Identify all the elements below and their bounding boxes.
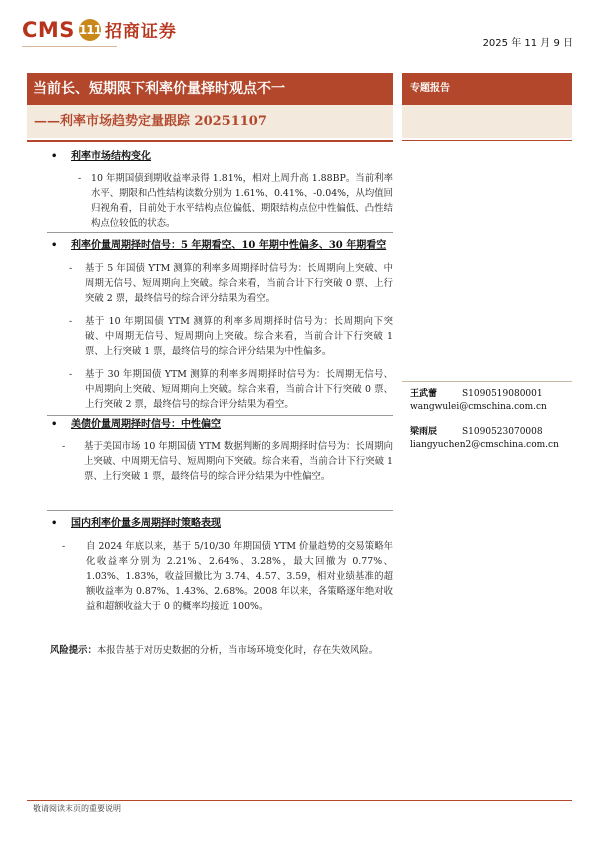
risk-warning [50,643,393,659]
list-item: - 基于 10 年期国债 YTM 测算的利率多周期择时信号为：长周期向下突破、中周期无信号、短周期向上突破。综合来看，当前合计下行突破 1 票、上行突破 1 票，最终信号的综合评分结果为中性偏多。 [69,316,393,357]
author-row [410,388,570,401]
list-item: - 基于 5 年国债 YTM 测算的利率多周期择时信号为：长周期向上突破、中周期无信号、短周期向上突破。综合来看，当前合计下行突破 0 票、上行突破 2 票，最终信号的综合评分结果为看空。 [69,263,393,304]
bullet-icon: • [51,240,58,251]
author-name: 王武蕾 [410,389,438,399]
side-divider [402,140,572,141]
bullet-icon: • [51,419,58,430]
author-block [410,388,570,464]
author-email[interactable]: liangyuchen2@cmschina.com.cn [410,440,559,450]
author-name: 梁雨辰 [410,427,438,437]
report-type: 专题报告 [402,73,572,105]
section-cn-timing [27,239,393,412]
report-title: 当前长、短期限下利率价量择时观点不一 [27,73,393,105]
logo-cn: 招商证券 [104,22,177,42]
section-heading: • 国内利率价量多周期择时策略表现 [51,518,221,529]
report-date: 2025 年 11 月 9 日 [482,38,573,49]
section-divider [47,232,393,233]
title-divider [27,140,393,142]
author-divider [402,381,572,382]
footer-divider [27,800,572,801]
bullet-icon: • [51,518,58,529]
report-subtitle: ——利率市场趋势定量跟踪 20251107 [27,105,393,138]
logo-badge-icon: 111 [79,19,101,41]
risk-text: 本报告基于对历史数据的分析，当市场环境变化时，存在失效风险。 [96,645,379,656]
logo-en: CMS [22,17,75,42]
section-divider [47,415,393,416]
logo-divider [22,46,117,47]
list-item: - 基于 30 年期国债 YTM 测算的利率多周期择时信号为：长周期无信号、中周期向上突破、短周期向上突破。综合来看，当前合计下行突破 0 票、上行突破 2 票，最终信号的综合评分结果为看空。 [69,369,393,410]
section-us-timing [27,418,393,484]
section-heading: • 利率市场结构变化 [51,151,151,162]
list-item: - 10 年期国债到期收益率录得 1.81%，相对上周升高 1.88BP。当前利率水平、期限和凸性结构读数分别为 1.61%、0.41%、-0.04%，从均值回归视角看，目前处于水平结构点位偏低、期限结构点位中性偏低、凸性结构点位较低的状态。 [78,173,393,229]
author-email[interactable]: wangwulei@cmschina.com.cn [410,402,547,412]
section-market-structure [27,150,393,231]
author-row [410,426,570,439]
section-heading: • 利率价量周期择时信号：5 年期看空、10 年期中性偏多、30 年期看空 [51,240,387,251]
section-divider [47,510,393,511]
company-logo [22,17,177,42]
section-strategy [27,517,393,614]
author-id: S1090523070008 [462,427,543,437]
list-item: - 基于美国市场 10 年期国债 YTM 数据判断的多周期择时信号为：长周期向上突破、中周期无信号、短周期向下突破。综合来看，当前合计下行突破 1 票、上行突破 1 票，最终信号的综合评分结果为中性偏空。 [62,441,393,482]
section-heading: • 美债价量周期择时信号：中性偏空 [51,419,221,430]
risk-label: 风险提示： [50,645,97,656]
footer-note: 敬请阅读末页的重要说明 [33,804,121,813]
list-item: - 自 2024 年底以来，基于 5/10/30 年期国债 YTM 价量趋势的交易策略年化收益率分别为 2.21%、2.64%、3.28%，最大回撤为 0.77%、1.03%、1.83%，收益回撤比为 3.74、4.57、3.59，相对业绩基准的超额收益率为 0.87%、1.43%、2.68%。2008 年以来，各策略逐年绝对收益和超额收益大于 0 的概率均接近 100%。 [62,541,393,612]
bullet-icon: • [51,151,58,162]
side-band [402,105,572,138]
author-id: S1090519080001 [462,389,543,399]
